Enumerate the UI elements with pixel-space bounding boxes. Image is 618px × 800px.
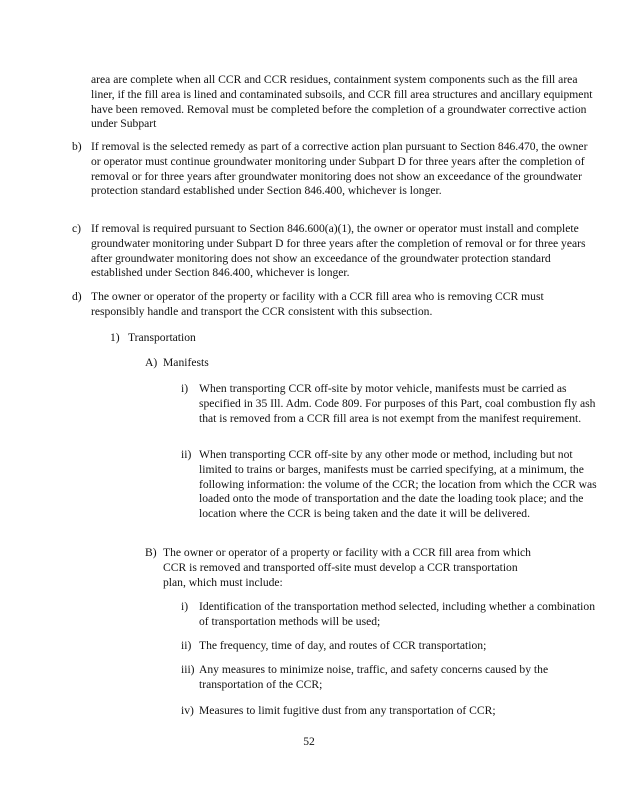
item-text: When transporting CCR off-site by any other mode or method, including but not limited to trains or barges, manifests must be carried specifying, at a minimum, the following information: the volume of the CCR; the location from which the CCR was loaded onto the mode of transportation and the date the loading took place; and the location where the CCR is being taken and the date it will be delivered. bbox=[199, 448, 597, 521]
item-label: ii) bbox=[181, 448, 192, 461]
subsection-text: The owner or operator of a property or facility with a CCR fill area from which CCR is removed and transported off-site must develop a CCR transportation plan, which must include: bbox=[163, 546, 531, 589]
item-text: The owner or operator of the property or facility with a CCR fill area who is removing CCR must responsibly handle and transport the CCR consistent with this subsection. bbox=[91, 290, 544, 318]
subsection-text: Transportation bbox=[128, 331, 196, 344]
item-text: If removal is required pursuant to Section 846.600(a)(1), the owner or operator must install and complete groundwater monitoring under Subpart D for three years after the completion of removal or for three years after groundwater monitoring does not show an exceedance of the groundwater protection standard established under Section 846.400, whichever is longer. bbox=[91, 222, 586, 280]
item-text: When transporting CCR off-site by motor vehicle, manifests must be carried as specified in 35 Ill. Adm. Code 809. For purposes of this Part, coal combustion fly ash that is removed from a CCR fill area is not exempt from the manifest requirement. bbox=[199, 382, 596, 425]
item-label: d) bbox=[72, 290, 82, 303]
item-text: Measures to limit fugitive dust from any transportation of CCR; bbox=[199, 704, 496, 717]
item-label: b) bbox=[72, 140, 82, 153]
item-text: Identification of the transportation method selected, including whether a combination of transportation methods will be used; bbox=[199, 600, 595, 628]
item-text: If removal is the selected remedy as part of a corrective action plan pursuant to Section 846.470, the owner or operator must continue groundwater monitoring under Subpart D for three years after the completion of removal or for three years after groundwater monitoring does not show an exceedance of the groundwater protection standard established under Section 846.400, whichever is longer. bbox=[91, 140, 588, 198]
item-label: i) bbox=[181, 382, 189, 395]
item-label: ii) bbox=[181, 639, 192, 652]
subsection-label: 1) bbox=[110, 331, 120, 344]
item-label: iv) bbox=[181, 704, 194, 717]
subsection-label: B) bbox=[145, 546, 157, 559]
item-label: c) bbox=[72, 222, 82, 235]
continuation-paragraph: area are complete when all CCR and CCR residues, containment system components such as the fill area liner, if the fill area is lined and contaminated subsoils, and CCR fill area structures and ancillary equipment have been removed. Removal must be completed before the completion of a groundwater corrective action under Subpart bbox=[91, 73, 593, 131]
item-label: i) bbox=[181, 600, 189, 613]
item-text: The frequency, time of day, and routes of CCR transportation; bbox=[199, 639, 487, 652]
item-label: iii) bbox=[181, 663, 195, 676]
subsection-label: A) bbox=[145, 356, 158, 369]
page-number: 52 bbox=[303, 735, 315, 748]
item-text: Any measures to minimize noise, traffic, and safety concerns caused by the transportation of the CCR; bbox=[199, 663, 549, 691]
subsection-text: Manifests bbox=[163, 356, 209, 369]
